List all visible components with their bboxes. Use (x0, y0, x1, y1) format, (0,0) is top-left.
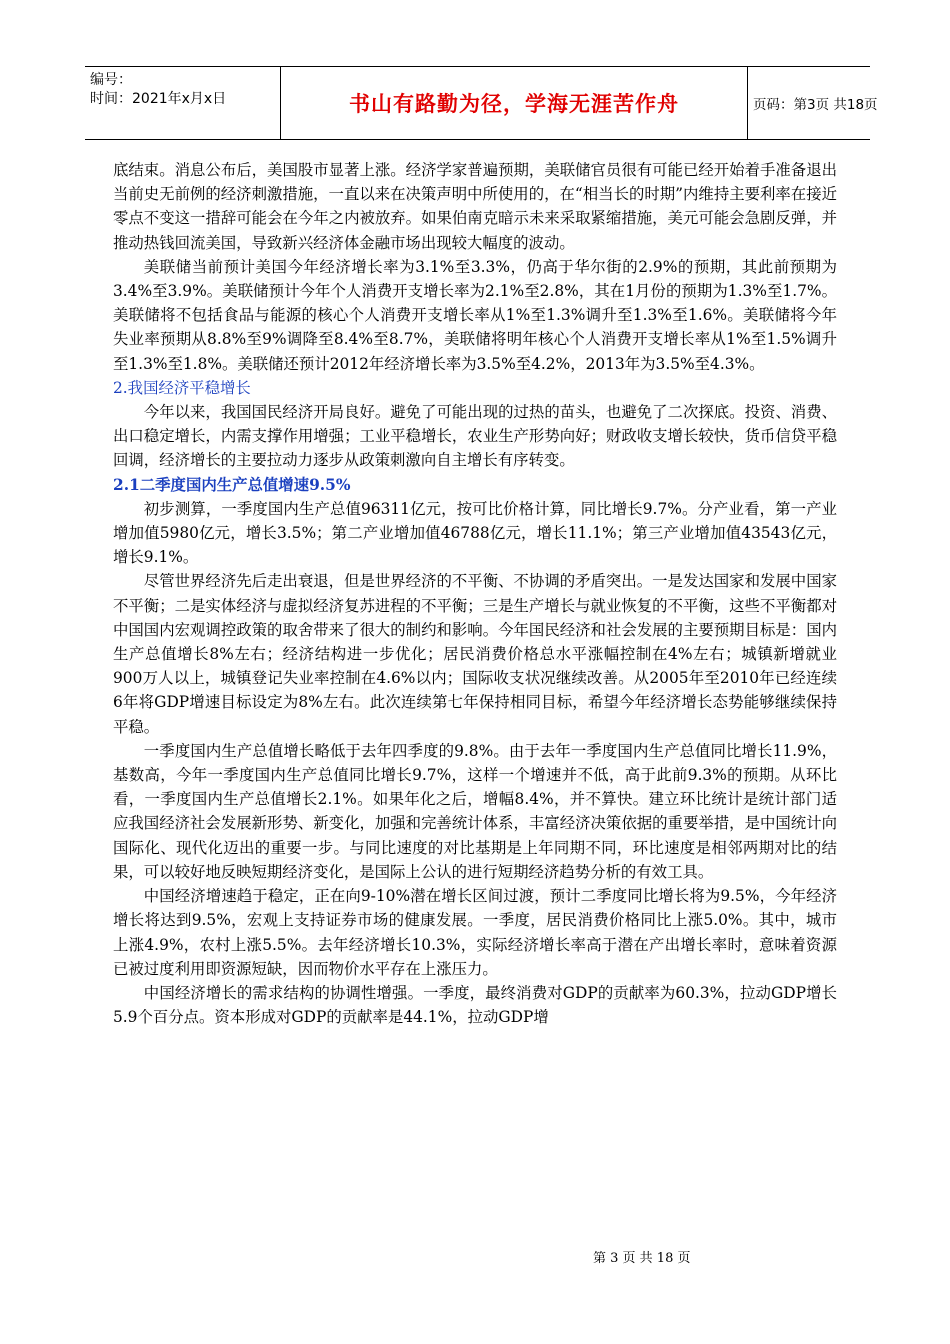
subsection-heading: 2.1二季度国内生产总值增速9.5% (113, 475, 351, 494)
document-body (113, 158, 837, 1029)
header-meta (85, 67, 281, 139)
paragraph: 中国经济增长的需求结构的协调性增强。一季度，最终消费对GDP的贡献率为60.3%，拉动GDP增长5.9个百分点。资本形成对GDP的贡献率是44.1%，拉动GDP增 (113, 983, 837, 1027)
paragraph: 中国经济增速趋于稳定，正在向9-10%潜在增长区间过渡，预计二季度同比增长将为9.5%，今年经济增长将达到9.5%，宏观上支持证券市场的健康发展。一季度，居民消费价格同比上涨5.0%。其中，城市上涨4.9%，农村上涨5.5%。去年经济增长10.3%，实际经济增长率高于潜在产出增长率时，意味着资源已被过度利用即资源短缺，因而物价水平存在上涨压力。 (113, 887, 837, 978)
document-number-label: 编号： (90, 72, 132, 88)
paragraph: 美联储当前预计美国今年经济增长率为3.1%至3.3%，仍高于华尔街的2.9%的预期，其此前预期为3.4%至3.9%。美联储预计今年个人消费开支增长率为2.1%至2.8%，其在1月份的预期为1.3%至1.7%。美联储将不包括食品与能源的核心个人消费开支增长率从1%至1.3%调升至1.3%至1.6%。美联储将今年失业率预期从8.8%至9%调降至8.4%至8.7%，美联储将明年核心个人消费开支增长率从1%至1.5%调升至1.3%至1.8%。美联储还预计2012年经济增长率为3.5%至4.2%，2013年为3.5%至4.3%。 (113, 257, 837, 373)
paragraph: 今年以来，我国国民经济开局良好。避免了可能出现的过热的苗头，也避免了二次探底。投资、消费、出口稳定增长，内需支撑作用增强；工业平稳增长，农业生产形势向好；财政收支增长较快，货币信贷平稳回调，经济增长的主要拉动力逐步从政策刺激向自主增长有序转变。 (113, 403, 837, 470)
paragraph: 一季度国内生产总值增长略低于去年四季度的9.8%。由于去年一季度国内生产总值同比增长11.9%，基数高，今年一季度国内生产总值同比增长9.7%，这样一个增速并不低，高于此前9.3%的预期。从环比看，一季度国内生产总值增长2.1%。如果年化之后，增幅8.4%，并不算快。建立环比统计是统计部门适应我国经济社会发展新形势、新变化，加强和完善统计体系，丰富经济决策依据的重要举措，是中国统计向国际化、现代化迈出的重要一步。与同比速度的对比基期是上年同期不同，环比速度是相邻两期对比的结果，可以较好地反映短期经济变化，是国际上公认的进行短期经济趋势分析的有效工具。 (113, 741, 837, 881)
page-header (85, 66, 878, 140)
paragraph: 初步测算，一季度国内生产总值96311亿元，按可比价格计算，同比增长9.7%。分产业看，第一产业增加值5980亿元，增长3.5%；第二产业增加值46788亿元，增长11.1%；第三产业增加值43543亿元，增长9.1%。 (113, 499, 837, 567)
section-heading: 2.我国经济平稳增长 (113, 378, 251, 397)
page-footer: 第 3 页 共 18 页 (593, 1251, 691, 1266)
paragraph: 尽管世界经济先后走出衰退，但是世界经济的不平衡、不协调的矛盾突出。一是发达国家和发展中国家不平衡；二是实体经济与虚拟经济复苏进程的不平衡；三是生产增长与就业恢复的不平衡，这些不平衡都对中国国内宏观调控政策的取舍带来了很大的制约和影响。今年国民经济和社会发展的主要预期目标是：国内生产总值增长8%左右；经济结构进一步优化；居民消费价格总水平涨幅控制在4%左右；城镇新增就业900万人以上，城镇登记失业率控制在4.6%以内；国际收支状况继续改善。从2005年至2010年已经连续6年将GDP增速目标设定为8%左右。此次连续第七年保持相同目标，希望今年经济增长态势能够继续保持平稳。 (113, 572, 837, 736)
header-motto: 书山有路勤为径，学海无涯苦作舟 (281, 67, 748, 139)
document-date: 时间：2021年x月x日 (90, 91, 227, 107)
paragraph: 底结束。消息公布后，美国股市显著上涨。经济学家普遍预期，美联储官员很有可能已经开始着手准备退出当前史无前例的经济刺激措施，一直以来在决策声明中所使用的，在“相当长的时期”内维持主要利率在接近零点不变这一措辞可能会在今年之内被放弃。如果伯南克暗示未来采取紧缩措施，美元可能会急剧反弹，并推动热钱回流美国，导致新兴经济体金融市场出现较大幅度的波动。 (113, 161, 837, 252)
header-page-info: 页码：第3页 共18页 (753, 97, 878, 113)
